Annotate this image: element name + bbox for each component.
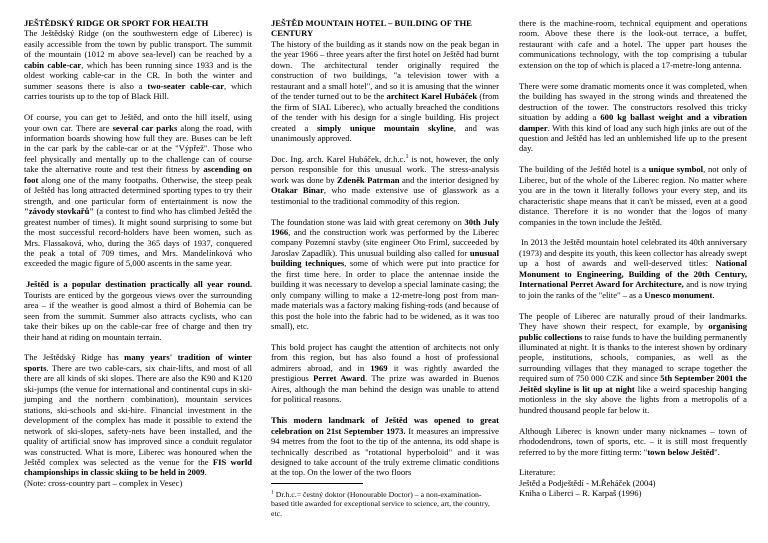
paragraph-history: The history of the building as it stands now on the peak began in the year 1966 – three years after the first hotel on Ještěd had burnt down. The architectural tender originally required the construction of two buildings, "a television tower with a restaurant and a small hotel", and so it is amusing that the winner of the tender turned out to be the architect Karel Hubáček (from the firm of SIAL Liberec), who actually breached the conditions of the tender with his design for a single building. His project created a simply unique mountain skyline, and was unanimously approved. bbox=[271, 38, 499, 143]
literature-item: Ještěd a Podještědí - M.Řeháček (2004) bbox=[519, 477, 656, 488]
paragraph-winter-sports: The Ještědský Ridge has many years' tradition of winter sports. There are two cable-cars, six chair-lifts, and most of all there are all kinds of ski slopes. There are also the K90 and K120 ski-jumps (the venue for international and continental cups in ski-jumping and the northern combination), mountain services stations, ski-schools and ski-hire. Financial investment in the development of the complex has made it possible to extend the network of ski-slopes, safety-nets have been installed, and the quality of artificial snow has improved since a conduit regulator was constructed. What is more, Liberec was honoured when the Ještěd complex was selected as the venue for the FIS world championships in classic skiing to be held in 2009. bbox=[24, 352, 252, 478]
section-title-ridge: JEŠTĚDSKÝ RIDGE OR SPORT FOR HEALTH bbox=[24, 18, 209, 28]
paragraph-ballast: There were some dramatic moments once it was completed, when the building has swayed in the strong winds and threatened the destruction of the tower. The constructors resolved this tricky situation by adding a 600 kg ballast weight and a vibration damper. With this kind of load any such high jinks are out of the question and Ještěd has led an unblemished life up to the present day. bbox=[519, 80, 747, 154]
paragraph-symbol: The building of the Ještěd hotel is a unique symbol, not only of Liberec, but of the whole of the Liberec region. No matter where you are in the town it literally follows your every step, and its characteristic shape means that it can't be missed, even at a good distance. Therefore it is no wonder that the logos of many companies in the town include the Ještěd. bbox=[519, 164, 748, 227]
literature-title: Literature: bbox=[519, 467, 556, 478]
footnote-divider bbox=[271, 483, 363, 484]
literature-section bbox=[519, 467, 747, 498]
paragraph-perret-award: This bold project has caught the attention of architects not only from this region, but has also found a host of professional admirers abroad, and in 1969 it was rightly awarded the prestigious Perret Award. The prize was awarded in Buenos Aires, although the man behind the design was unable to attend for political reasons. bbox=[271, 342, 499, 405]
column-2 bbox=[271, 18, 499, 519]
column-3 bbox=[519, 18, 747, 499]
paragraph-car-and-foot: Of course, you can get to Ještěd, and onto the hill itself, using your own car. There are several car parks along the road, with information boards showing how full they are. Buses can be left in the car park by the cable-car or at the "Výpřež". Those who feel physically and mentally up to the challenge can of course take the alternative route and test their fitness by ascending on foot along one of the many footpaths. Otherwise, the steep peak of Ještěd has long attracted determined sporting types to try their strength, and one particular form of entertainment is now the "závody stovkařů" (a contest to find who has climbed Ještěd the greatest number of times). It might sound surprising to some but the most successful record-holders have been women, such as Mrs. Flassaková, who, during the 365 days of 1937, conquered the peak a total of 709 times, and Mrs. Mandelínková who exceeded the magic figure of 5,000 ascents in the same year. bbox=[24, 112, 252, 269]
paragraph-note: (Note: cross-country part – complex in Vesec) bbox=[24, 477, 183, 488]
paragraph-nicknames: Although Liberec is known under many nicknames – town of rhododendrons, town of sports, etc. – it is still most frequently referred to by the more fitting term: "town below Ještěd". bbox=[519, 425, 747, 457]
paragraph-building-interior: there is the machine-room, technical equipment and operations room. Above these there is the look-out terrace, a buffet, restaurant with cafe and a hotel. The upper part houses the communications technology, with the top comprising a tubular extension on the top of which is placed a 17-metre-long antenna. bbox=[519, 18, 747, 70]
paragraph-transport: The Ještědský Ridge (on the southwestern edge of Liberec) is easily accessible from the town by public transport. The summit of the mountain (1012 m above sea-level) can be reached by a cabin cable-car, which has been running since 1933 and is the oldest working cable-car in the CR. In both the winter and summer seasons there is also a two-seater cable-car, which carries tourists up to the top of Black Hill. bbox=[24, 28, 252, 102]
column-1 bbox=[24, 18, 252, 499]
paragraph-anniversary: In 2013 the Ještěd mountain hotel celebrated its 40th anniversary (1973) and despite its youth, this keen collector has already swept up a host of awards and well-deserved titles: National Monument to Engineering, Building of the 20th Century, International Perret Award for Architecture, and is now trying to join the ranks of the "elite" – as a Unesco monument. bbox=[519, 237, 748, 300]
footnote: $^1$ Dr.h.c.= čestný doktor (Honourable Doctor) – a non-examination-based title awarded for exceptional service to science, art, the country, etc. bbox=[271, 489, 490, 519]
paragraph-year-round: Ještěd is a popular destination practically all year round. Tourists are enticed by the gorgeous views over the surrounding area – if the weather is good almost a third of Bohemia can be seen from the summit. Summer also attracts cyclists, who can take their bikes up on the cable-car free of charge and then try their hand at riding on mountain terrain. bbox=[24, 279, 252, 342]
paragraph-hubacek: Doc. Ing. arch. Karel Hubáček, dr.h.c.$^1$ is not, however, the only person responsible for this unusual work. The stress-analysis work was done by Zdeněk Patrman and the interior designed by Otakar Binar, who made extensive use of glasswork as a testimonial to the traditional commodity of this region. bbox=[271, 153, 499, 206]
paragraph-illumination: The people of Liberec are naturally proud of their landmarks. They have shown their respect, for example, by organising public collections to raise funds to have the building permanently illuminated at night. It is thanks to the interest shown by ordinary people, institutions, schools, companies, as well as the surrounding villages that they managed to scrape together the required sum of 750 000 CZK and since 5th September 2001 the Ještěd skyline is lit up at night like a weird spaceship hanging motionless in the sky above the lights from a metropolis of a hundred thousand people far below it. bbox=[519, 310, 747, 415]
paragraph-opening: This modern landmark of Ještěd was opened to great celebration on 21st September 1973. It measures an impressive 94 metres from the foot to the tip of the antenna, its odd shape is technically described as "rotational hyperboloid" and it was designed to take account of the truly extreme climatic conditions at the top. On the lower of the two floors bbox=[271, 415, 499, 478]
paragraph-foundation: The foundation stone was laid with great ceremony on 30th July 1966, and the construction work was performed by the Liberec company Pozemní stavby (site engineer Oto Friml, succeeded by Jaroslav Zapadlík). This unusual building also called for unusual building techniques, some of which were put into practice for the first time here. In order to place the antennae inside the building it was necessary to develop a special laminate casing; the only company willing to make a 12-metre-long post from man-made materials was a factory making fishing-rods (and because of this post the hole into the fabric had to be widened, as it was too small), etc. bbox=[271, 216, 499, 332]
footnote-ref: 1 bbox=[405, 154, 409, 161]
literature-item: Kniha o Liberci – R. Karpaš (1996) bbox=[519, 488, 642, 499]
section-title-hotel: JEŠTĚD MOUNTAIN HOTEL – BUILDING OF THE CENTURY bbox=[271, 18, 472, 39]
